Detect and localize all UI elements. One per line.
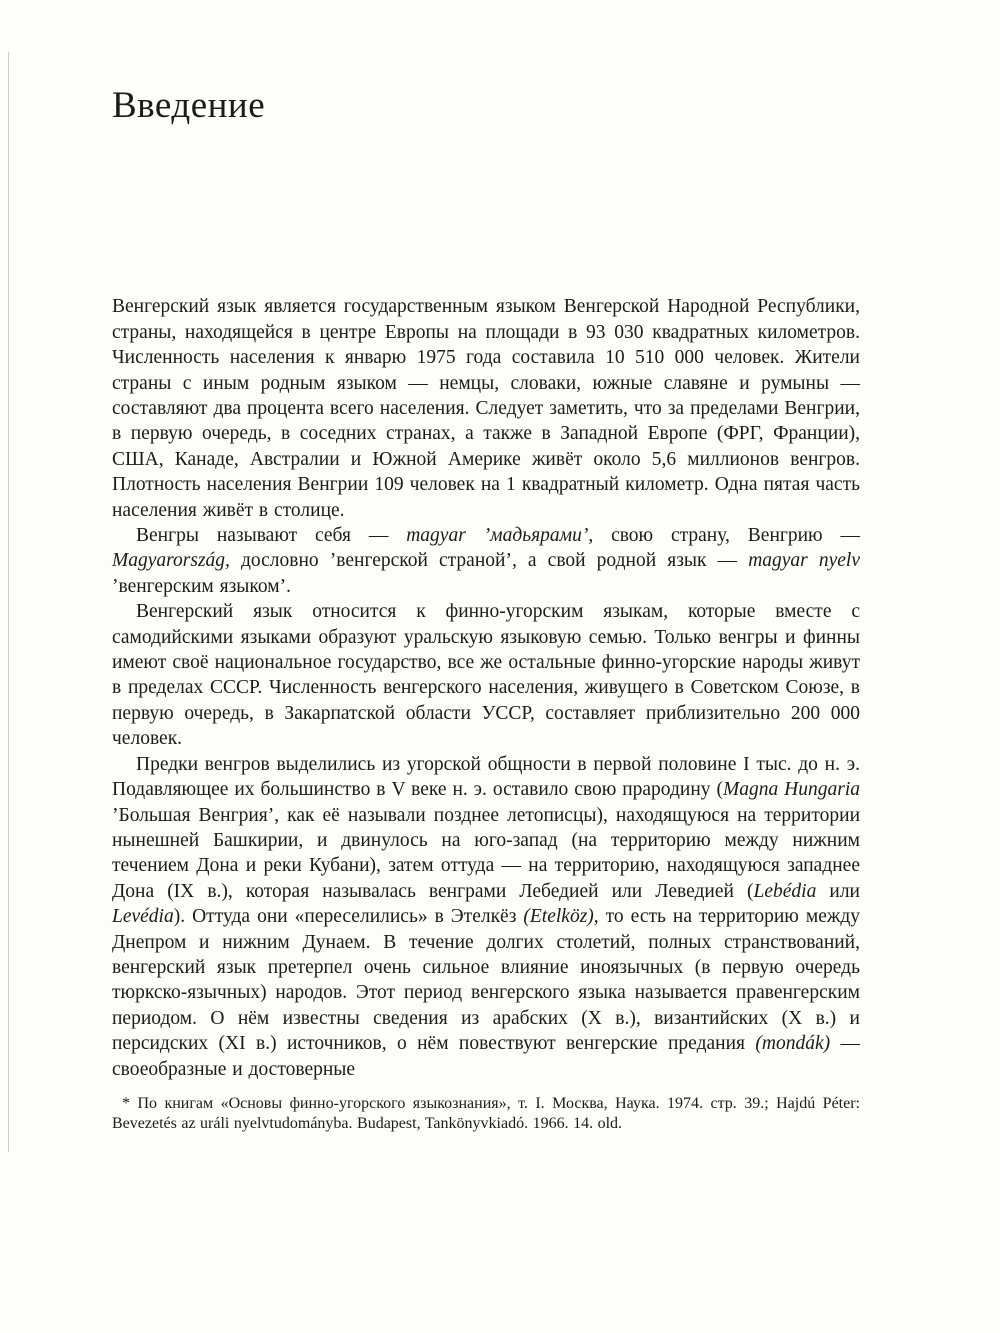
- page-content: [112, 84, 860, 1135]
- text-run: дословно ’венгерской страной’, а свой родной язык —: [229, 550, 749, 572]
- italic-text-run: (mondák): [755, 1033, 831, 1055]
- paragraph: [112, 294, 860, 523]
- text-run: — своеобразные и достоверные: [112, 1033, 860, 1080]
- paragraph: [112, 752, 860, 1082]
- text-run: то есть на территорию между Днепром и нижним Дунаем. В течение долгих столетий, полных странствований, венгерский язык претерпел очень сильное влияние иноязычных (в первую очередь тюркско-язычных) народов. Этот период венгерского языка называется правенгерским периодом. О нём известны сведения из арабских (X в.), византийских (X в.) и персидских (XI в.) источников, о нём повествуют венгерские предания: [112, 906, 860, 1055]
- text-run: * По книгам «Основы финно-угорского языкознания», т. I. Москва, Наука. 1974. стр. 39.; Hajdú Péter: Bevezetés az uráli nyelvtudományba. Budapest, Tankönyvkiadó. 1966. 14. old.: [112, 1094, 860, 1133]
- italic-text-run: (Etelköz),: [523, 906, 599, 928]
- page-title: Введение: [112, 85, 266, 126]
- italic-text-run: Lebédia: [753, 880, 817, 902]
- text-run: ’Большая Венгрия’, как её называли позднее летописцы), находящуюся на территории нынешней Башкирии, и двинулось на юго-запад (на территорию между нижним течением Дона и реки Кубани), затем оттуда — на территорию, находящуюся западнее Дона (IX в.), которая называлась венграми Лебедией или Леведией (: [112, 804, 860, 902]
- text-run: Венгры называют себя —: [136, 525, 407, 547]
- italic-text-run: Magna Hungaria: [722, 779, 860, 801]
- text-run: Венгерский язык является государственным языком Венгерской Народной Республики, страны, находящейся в центре Европы на площади в 93 030 квадратных километров. Численность населения к январю 1975 года составила 10 510 000 человек. Жители страны с иным родным языком — немцы, словаки, южные славяне и румыны — составляют два процента всего населения. Следует заметить, что за пределами Венгрии, в первую очередь, в соседних странах, а также в Западной Европе (ФРГ, Франции), США, Канаде, Австралии и Южной Америке живёт около 5,6 миллионов венгров. Плотность населения Венгрии 109 человек на 1 квадратный километр. Одна пятая часть населения живёт в столице.: [112, 296, 860, 521]
- italic-text-run: magyar ’мадьярами’,: [406, 525, 594, 547]
- text-run: ). Оттуда они «переселились» в Этелкёз: [173, 906, 524, 928]
- italic-text-run: magyar nyelv: [748, 550, 860, 572]
- body-text: [112, 294, 860, 1082]
- text-run: Венгерский язык относится к финно-угорским языкам, которые вместе с самодийскими языками образуют уральскую языковую семью. Только венгры и финны имеют своё национальное государство, все же остальные финно-угорские народы живут в пределах СССР. Численность венгерского населения, живущего в Советском Союзе, в первую очередь, в Закарпатской области УССР, составляет приблизительно 200 000 человек.: [112, 601, 860, 750]
- footnote: [112, 1094, 860, 1135]
- text-run: Предки венгров выделились из угорской общности в первой половине I тыс. до н. э. Подавляющее их большинство в V веке н. э. оставило свою прародину (: [112, 753, 860, 801]
- page-edge-scan-line: [8, 52, 9, 1152]
- italic-text-run: Magyarország,: [112, 550, 230, 572]
- italic-text-run: Levédia: [112, 906, 174, 928]
- text-run: ’венгерским языком’.: [112, 575, 291, 597]
- text-run: или: [816, 880, 860, 902]
- text-run: свою страну, Венгрию —: [593, 525, 860, 547]
- paragraph: [112, 599, 860, 751]
- paragraph: [112, 523, 860, 599]
